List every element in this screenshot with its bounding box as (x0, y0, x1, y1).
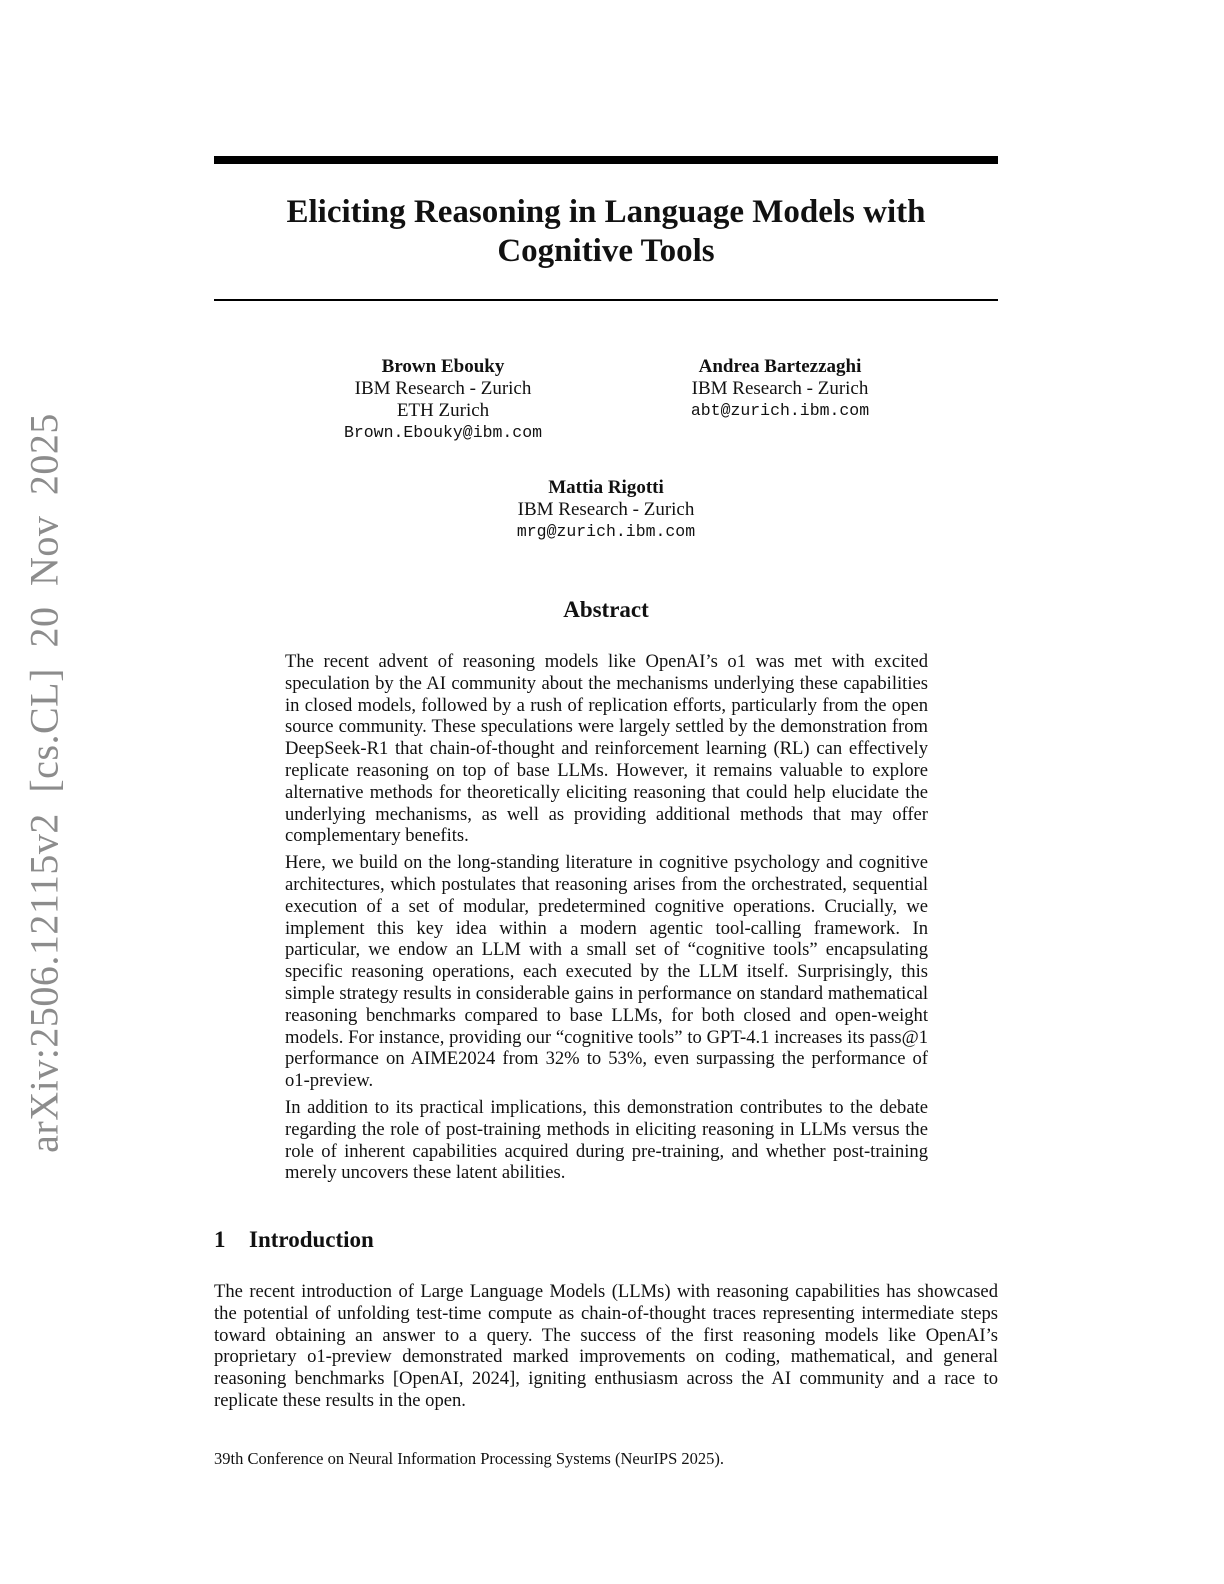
author-block-2 (650, 356, 910, 422)
arxiv-identifier-stamp: arXiv:2506.12115v2 [cs.CL] 20 Nov 2025 (21, 413, 67, 1153)
author-affiliation: IBM Research - Zurich (517, 499, 695, 520)
paper-title-line-1: Eliciting Reasoning in Language Models with (286, 194, 926, 230)
author-name: Brown Ebouky (381, 356, 505, 377)
author-email: abt@zurich.ibm.com (690, 401, 870, 420)
title-top-rule (214, 156, 998, 164)
author-name: Mattia Rigotti (548, 477, 664, 498)
abstract-heading: Abstract (563, 597, 649, 622)
title-bottom-rule (214, 299, 998, 301)
author-affiliation: IBM Research - Zurich (691, 378, 869, 399)
section-heading-introduction (214, 1227, 374, 1253)
author-block-1 (318, 356, 568, 444)
paper-title (214, 193, 998, 271)
conference-footnote: 39th Conference on Neural Information Processing Systems (NeurIPS 2025). (214, 1449, 725, 1468)
author-email: Brown.Ebouky@ibm.com (343, 423, 543, 442)
author-name: Andrea Bartezzaghi (698, 356, 862, 377)
author-affiliation: IBM Research - Zurich (354, 378, 532, 399)
section-number: 1 (214, 1227, 226, 1252)
author-affiliation: ETH Zurich (396, 400, 490, 421)
section-title: Introduction (249, 1227, 374, 1252)
abstract-paragraph-1: The recent advent of reasoning models like OpenAI’s o1 was met with excited speculation by the AI community about the mechanisms underlying these capabilities in closed models, followed by a rush of replication efforts, particularly from the open source community. These speculations were largely settled by the demonstration from DeepSeek-R1 that chain-of-thought and reinforcement learning (RL) can effectively replicate reasoning on top of base LLMs. However, it remains valuable to explore alternative methods for theoretically eliciting reasoning that could help elucidate the underlying mechanisms, as well as providing additional methods that may offer complementary benefits. (285, 651, 928, 847)
abstract-body (285, 651, 928, 1189)
author-block-3 (480, 477, 732, 543)
introduction-paragraph-1: The recent introduction of Large Language Models (LLMs) with reasoning capabilities has showcased the potential of unfolding test-time compute as chain-of-thought traces representing intermediate steps toward obtaining an answer to a query. The success of the first reasoning models like OpenAI’s proprietary o1-preview demonstrated marked improvements on coding, mathematical, and general reasoning benchmarks [OpenAI, 2024], igniting enthusiasm across the AI community and a race to replicate these results in the open. (214, 1281, 998, 1411)
author-email: mrg@zurich.ibm.com (516, 522, 696, 541)
introduction-body (214, 1281, 998, 1412)
paper-title-line-2: Cognitive Tools (497, 233, 715, 269)
abstract-paragraph-3: In addition to its practical implications, this demonstration contributes to the debate regarding the role of post-training methods in eliciting reasoning in LLMs versus the role of inherent capabilities acquired during pre-training, and whether post-training merely uncovers these latent abilities. (285, 1096, 928, 1184)
abstract-paragraph-2: Here, we build on the long-standing literature in cognitive psychology and cognitive architectures, which postulates that reasoning arises from the orchestrated, sequential execution of a set of modular, predetermined cognitive operations. Crucially, we implement this key idea within a modern agentic tool-calling framework. In particular, we endow an LLM with a small set of “cognitive tools” encapsulating specific reasoning operations, each executed by the LLM itself. Surprisingly, this simple strategy results in considerable gains in performance on standard mathematical reasoning benchmarks compared to base LLMs, for both closed and open-weight models. For instance, providing our “cognitive tools” to GPT-4.1 increases its pass@1 performance on AIME2024 from 32% to 53%, even surpassing the performance of o1-preview. (285, 852, 928, 1092)
